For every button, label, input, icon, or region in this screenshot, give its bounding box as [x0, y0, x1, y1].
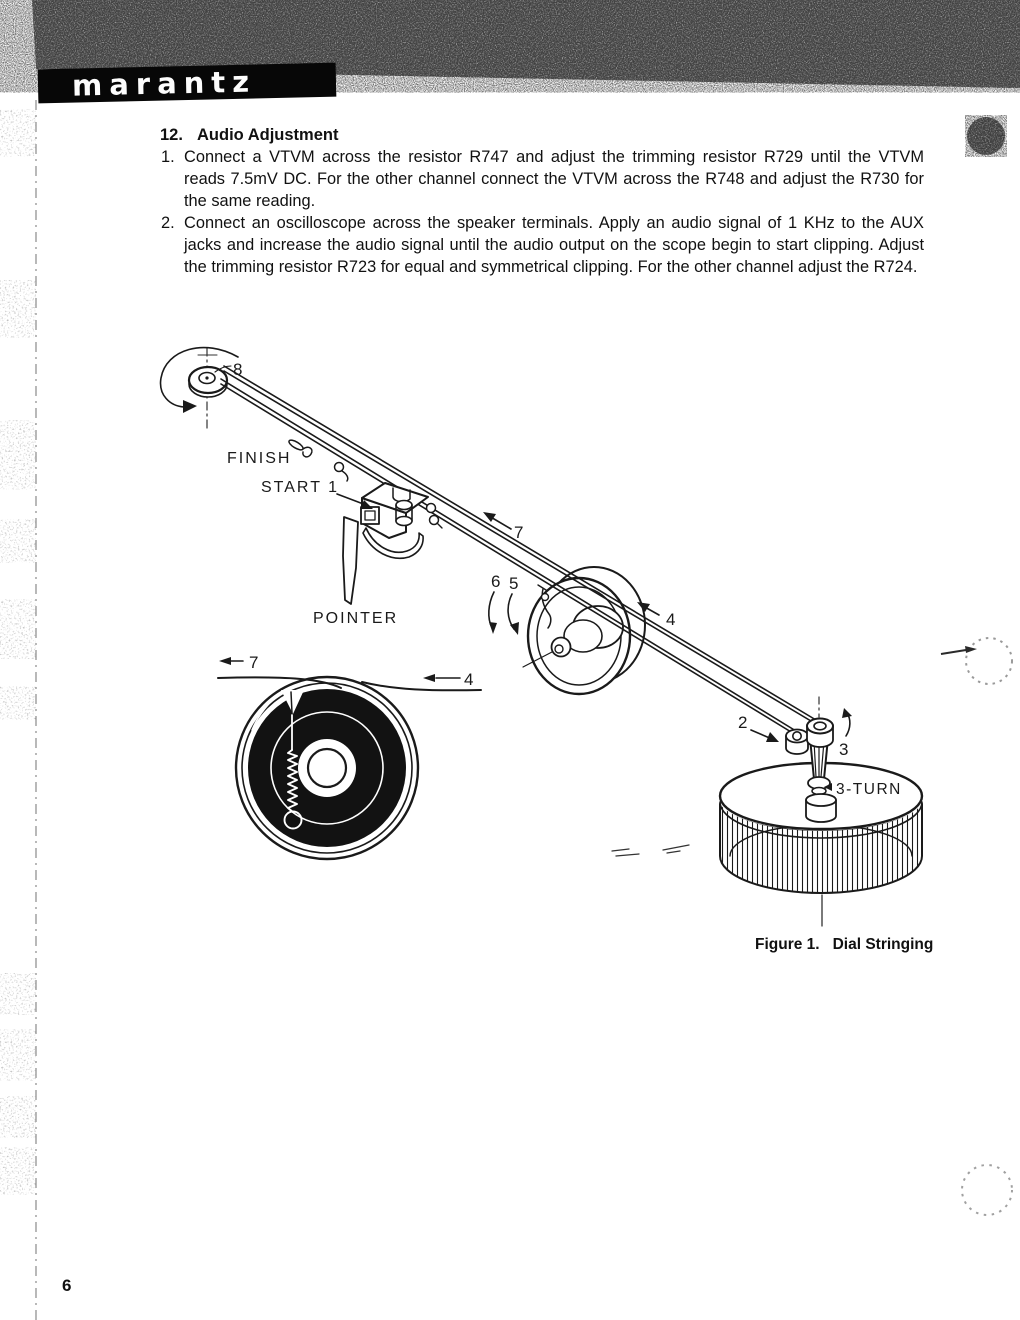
- pointer-blade: [343, 517, 358, 604]
- rotation-arrowhead: [183, 400, 197, 413]
- scan-blob-artifact: [967, 117, 1005, 155]
- step-3-label: 3: [839, 740, 849, 759]
- brand-logo-text: marantz: [71, 64, 257, 103]
- dotted-circle-artifacts: [941, 638, 1012, 1215]
- instruction-item: [161, 147, 926, 213]
- step-6-label: 6: [491, 572, 501, 591]
- instruction-item: [161, 213, 926, 279]
- dial-drum-face: [218, 677, 481, 859]
- figure-caption: [755, 936, 933, 954]
- pointer-label: POINTER: [313, 610, 399, 627]
- start-label: START 1: [261, 479, 340, 496]
- figure-caption-title: Dial Stringing: [832, 936, 934, 953]
- finish-label: FINISH: [227, 450, 292, 467]
- item-number: 2.: [161, 213, 175, 232]
- step-7b-label: 7: [249, 653, 259, 672]
- section-title: Audio Adjustment: [197, 126, 339, 144]
- step-7-label: 7: [514, 523, 524, 542]
- brand-logo: [38, 63, 337, 104]
- stray-marks: [612, 845, 689, 856]
- figure-caption-label: Figure 1.: [755, 936, 820, 953]
- step-2-label: 2: [738, 713, 748, 732]
- section-heading: [160, 126, 338, 145]
- string-hooks: [288, 438, 348, 481]
- item-text: Connect a VTVM across the resistor R747 and adjust the trimming resistor R729 until the VTVM reads 7.5mV DC. For the other channel connect the VTVM across the R748 and adjust the R730 for the same reading.: [184, 148, 924, 210]
- step-5-label: 5: [509, 574, 519, 593]
- left-margin-speckles: [0, 12, 34, 1192]
- item-number: 1.: [161, 148, 175, 166]
- instruction-list: [161, 147, 926, 278]
- dial-stringing-diagram: [161, 348, 922, 926]
- step-8-label: 8: [233, 360, 243, 379]
- section-number: 12.: [160, 126, 183, 144]
- step-4b-label: 4: [464, 670, 474, 689]
- three-turn-label: 3-TURN: [836, 781, 902, 798]
- item-text: Connect an oscilloscope across the speaker terminals. Apply an audio signal of 1 KHz to the AUX jacks and increase the audio signal until the audio output on the scope begin to start clipping. Adjust the trimming resistor R723 for equal and symmetrical clipping. For the other channel adjust the R724.: [184, 213, 924, 276]
- page-number: 6: [62, 1276, 72, 1295]
- step-4-label: 4: [666, 610, 676, 629]
